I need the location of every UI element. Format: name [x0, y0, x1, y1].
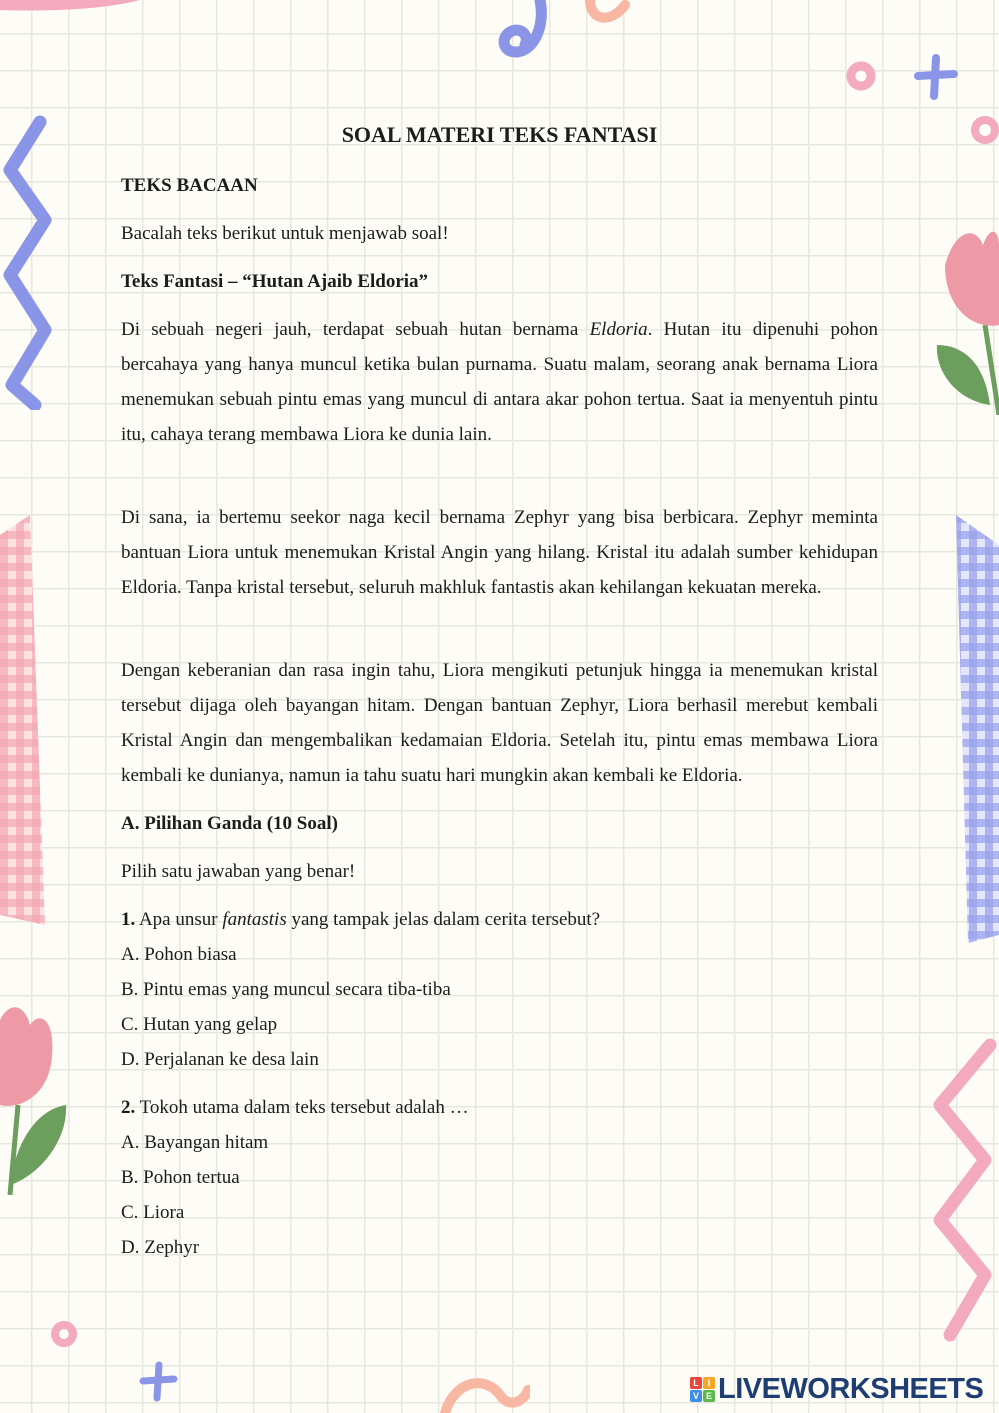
logo-text: LIVEWORKSHEETS [718, 1373, 984, 1405]
question-1-option-b[interactable]: B. Pintu emas yang muncul secara tiba-tiba [121, 979, 451, 1000]
question-2-option-d[interactable]: D. Zephyr [121, 1237, 200, 1258]
question-1 [121, 902, 878, 1077]
question-1-text-part-2: yang tampak jelas dalam cerita tersebut? [286, 909, 601, 930]
question-2-number: 2. [121, 1097, 136, 1118]
question-1-number: 1. [121, 909, 136, 930]
reading-instruction: Bacalah teks berikut untuk menjawab soal! [121, 223, 449, 244]
question-2-option-b[interactable]: B. Pohon tertua [121, 1167, 240, 1188]
multiple-choice-instruction: Pilih satu jawaban yang benar! [121, 861, 356, 882]
page-title: SOAL MATERI TEKS FANTASI [341, 122, 658, 147]
logo-mark-icon [690, 1377, 715, 1402]
logo-letter-i: I [703, 1377, 715, 1389]
question-2 [121, 1090, 878, 1265]
question-1-option-d[interactable]: D. Perjalanan ke desa lain [121, 1049, 319, 1070]
question-1-option-c[interactable]: C. Hutan yang gelap [121, 1014, 278, 1035]
story-paragraph-2: Di sana, ia bertemu seekor naga kecil bernama Zephyr yang bisa berbicara. Zephyr meminta bantuan Liora untuk menemukan Kristal Angin yang hilang. Kristal itu adalah sumber kehidupan Eldoria. Tanpa kristal tersebut, seluruh makhluk fantastis akan kehilangan kekuatan mereka. [121, 507, 878, 598]
question-2-option-a[interactable]: A. Bayangan hitam [121, 1132, 269, 1153]
question-1-text [121, 902, 878, 937]
pink-ring-bottom [48, 1318, 80, 1350]
story-p1-part-1: Di sebuah negeri jauh, terdapat sebuah hutan bernama [121, 319, 590, 340]
question-2-text [121, 1090, 878, 1125]
blue-squiggle-left [0, 110, 60, 410]
section-heading-multiple-choice: A. Pilihan Ganda (10 Soal) [121, 813, 338, 834]
worksheet [121, 118, 878, 1278]
question-1-text-part-1: Apa unsur [135, 909, 223, 930]
question-2-option-c[interactable]: C. Liora [121, 1202, 185, 1223]
logo-letter-l: L [690, 1377, 702, 1389]
story-p1-italic: Eldoria [589, 319, 648, 340]
section-heading-reading: TEKS BACAAN [121, 175, 258, 196]
story-paragraph-1 [121, 312, 878, 452]
story-paragraph-3: Dengan keberanian dan rasa ingin tahu, Liora mengikuti petunjuk hingga ia menemukan kristal tersebut dijaga oleh bayangan hitam. Dengan bantuan Zephyr, Liora berhasil merebut kembali Kristal Angin dan mengembalikan kedamaian Eldoria. Setelah itu, pintu emas membawa Liora kembali ke dunianya, namun ia tahu suatu hari mungkin akan kembali ke Eldoria. [121, 660, 878, 786]
question-1-option-a[interactable]: A. Pohon biasa [121, 944, 237, 965]
pink-ring-right [967, 113, 999, 147]
gingham-ribbon-left [0, 515, 48, 930]
peach-swirl-top [585, 0, 635, 30]
blue-plus-bottom [138, 1360, 180, 1402]
pink-ring-top [845, 60, 877, 92]
story-p1-part-2: . Hutan itu dipenuhi pohon bercahaya yang hanya muncul ketika bulan purnama. Suatu malam, seorang anak bernama Liora menemukan sebuah pintu emas yang muncul di antara akar pohon tertua. Saat ia menyentuh pintu itu, cahaya terang membawa Liora ke dunia lain. [121, 319, 879, 445]
tulip-right [935, 225, 999, 415]
logo-letter-v: V [690, 1390, 702, 1402]
liveworksheets-logo[interactable] [690, 1372, 983, 1406]
tulip-left [0, 1005, 70, 1195]
blue-plus-top [912, 52, 960, 100]
question-1-italic: fantastis [222, 909, 287, 930]
pink-squiggle-right [925, 1035, 999, 1345]
peach-swirl-bottom [440, 1375, 530, 1413]
blue-swirl-top [495, 0, 555, 60]
gingham-ribbon-right [953, 515, 999, 945]
question-2-text-part-1: Tokoh utama dalam teks tersebut adalah … [135, 1097, 469, 1118]
pink-blob-top-left [0, 0, 140, 14]
logo-letter-e: E [703, 1390, 715, 1402]
story-title: Teks Fantasi – “Hutan Ajaib Eldoria” [121, 271, 429, 292]
